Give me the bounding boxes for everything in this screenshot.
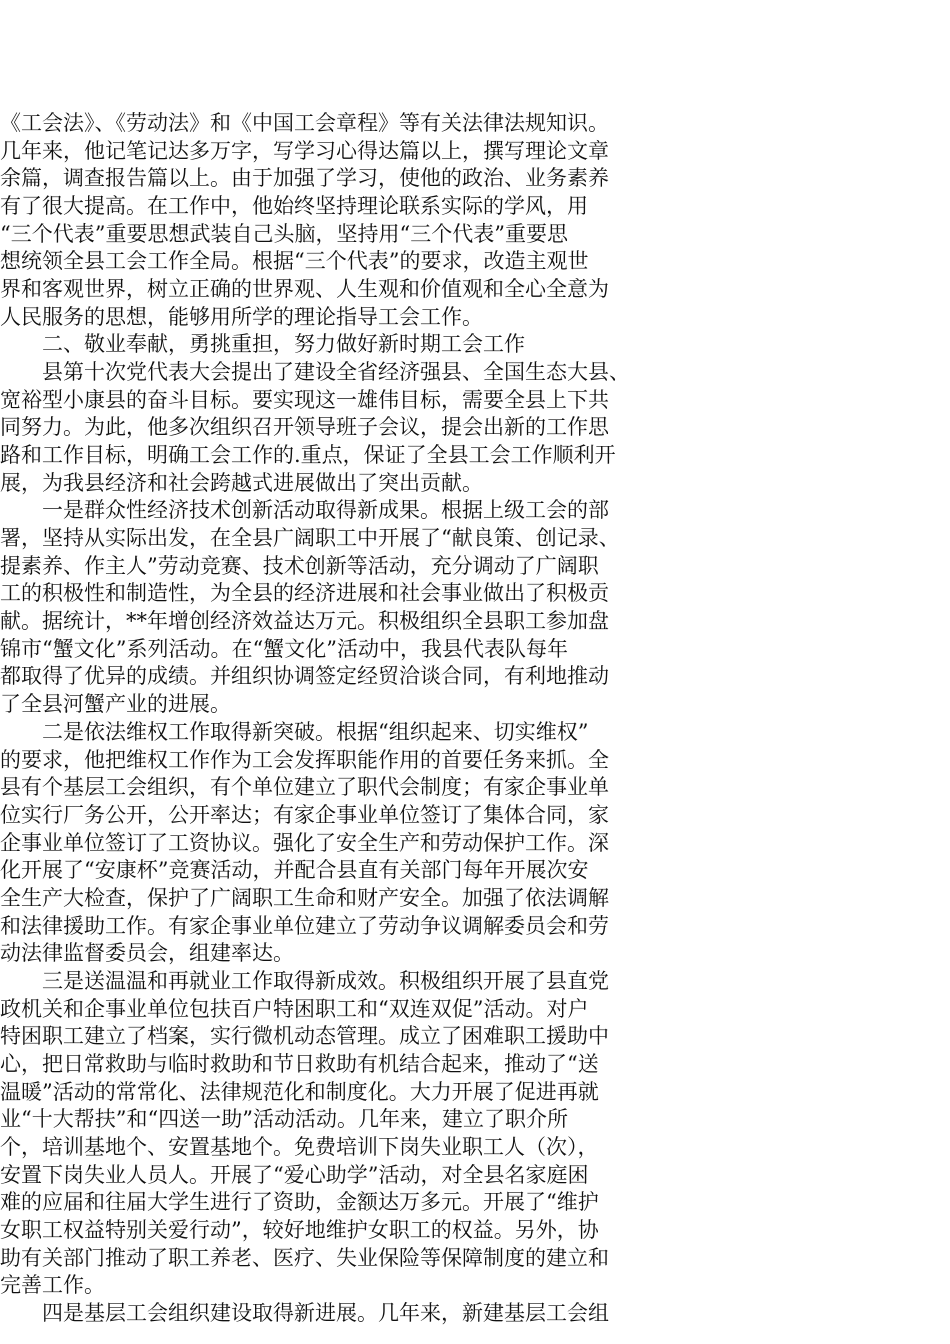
text-line: 提素养、作主人”劳动竞赛、技术创新等活动，充分调动了广阔职: [0, 553, 599, 578]
text-line: 全生产大检查，保护了广阔职工生命和财产安全。加强了依法调解: [0, 885, 609, 910]
text-line: 了全县河蟹产业的进展。: [0, 692, 231, 717]
text-line: “三个代表”重要思想武装自己头脑，坚持用“三个代表”重要思: [0, 221, 568, 246]
text-line: 界和客观世界，树立正确的世界观、人生观和价值观和全心全意为: [0, 277, 609, 302]
text-line: 助有关部门推动了职工养老、医疗、失业保险等保障制度的建立和: [0, 1245, 609, 1270]
text-line: 特困职工建立了档案，实行微机动态管理。成立了困难职工援助中: [0, 1024, 609, 1049]
text-line: 安置下岗失业人员人。开展了“爱心助学”活动，对全县名家庭困: [0, 1162, 589, 1187]
text-line: 四是基层工会组织建设取得新进展。几年来，新建基层工会组: [0, 1301, 609, 1325]
section-heading: 二、敬业奉献，勇挑重担，努力做好新时期工会工作: [0, 332, 525, 357]
text-line: 一是群众性经济技术创新活动取得新成果。根据上级工会的部: [0, 498, 609, 523]
text-line: 县第十次党代表大会提出了建设全省经济强县、全国生态大县、: [0, 360, 630, 385]
text-line: 几年来，他记笔记达多万字，写学习心得达篇以上，撰写理论文章: [0, 138, 609, 163]
text-line: 路和工作目标，明确工会工作的.重点，保证了全县工会工作顺利开: [0, 443, 616, 468]
text-line: 工的积极性和制造性，为全县的经济进展和社会事业做出了积极贡: [0, 581, 609, 606]
text-line: 想统领全县工会工作全局。根据“三个代表”的要求，改造主观世: [0, 249, 589, 274]
text-line: 宽裕型小康县的奋斗目标。要实现这一雄伟目标，需要全县上下共: [0, 387, 609, 412]
text-line: 完善工作。: [0, 1273, 105, 1298]
text-line: 县有个基层工会组织，有个单位建立了职代会制度；有家企事业单: [0, 775, 609, 800]
text-line: 心，把日常救助与临时救助和节日救助有机结合起来，推动了“送: [0, 1051, 599, 1076]
text-line: 三是送温温和再就业工作取得新成效。积极组织开展了县直党: [0, 968, 609, 993]
text-line: 业“十大帮扶”和“四送一助”活动活动。几年来，建立了职介所: [0, 1107, 568, 1132]
text-line: 位实行厂务公开，公开率达；有家企事业单位签订了集体合同，家: [0, 802, 609, 827]
text-line: 余篇，调查报告篇以上。由于加强了学习，使他的政治、业务素养: [0, 166, 609, 191]
text-line: 企事业单位签订了工资协议。强化了安全生产和劳动保护工作。深: [0, 830, 609, 855]
text-line: 政机关和企事业单位包扶百户特困职工和“双连双促”活动。对户: [0, 996, 589, 1021]
text-line: 《工会法》、《劳动法》和《中国工会章程》等有关法律法规知识。: [0, 111, 609, 135]
text-line: 二是依法维权工作取得新突破。根据“组织起来、切实维权”: [0, 719, 589, 744]
text-line: 温暖”活动的常常化、法律规范化和制度化。大力开展了促进再就: [0, 1079, 599, 1104]
text-line: 人民服务的思想，能够用所学的理论指导工会工作。: [0, 304, 483, 329]
text-line: 化开展了“安康杯”竞赛活动，并配合县直有关部门每年开展次安: [0, 858, 589, 883]
text-line: 署，坚持从实际出发，在全县广阔职工中开展了“献良策、创记录、: [0, 526, 620, 551]
text-line: 个，培训基地个、安置基地个。免费培训下岗失业职工人（次），: [0, 1134, 599, 1159]
text-line: 展，为我县经济和社会跨越式进展做出了突出贡献。: [0, 470, 483, 495]
text-line: 难的应届和往届大学生进行了资助，金额达万多元。开展了“维护: [0, 1190, 599, 1215]
text-line: 有了很大提高。在工作中，他始终坚持理论联系实际的学风，用: [0, 194, 588, 219]
text-line: 锦市“蟹文化”系列活动。在“蟹文化”活动中，我县代表队每年: [0, 636, 568, 661]
text-line: 动法律监督委员会，组建率达。: [0, 941, 294, 966]
text-line: 的要求，他把维权工作作为工会发挥职能作用的首要任务来抓。全: [0, 747, 609, 772]
text-line: 都取得了优异的成绩。并组织协调签定经贸洽谈合同，有利地推动: [0, 664, 609, 689]
text-line: 同努力。为此，他多次组织召开领导班子会议，提会出新的工作思: [0, 415, 609, 440]
text-line: 献。据统计，**年增创经济效益达万元。积极组织全县职工参加盘: [0, 609, 609, 634]
text-line: 和法律援助工作。有家企事业单位建立了劳动争议调解委员会和劳: [0, 913, 609, 938]
text-line: 女职工权益特别关爱行动”，较好地维护女职工的权益。另外，协: [0, 1217, 599, 1242]
